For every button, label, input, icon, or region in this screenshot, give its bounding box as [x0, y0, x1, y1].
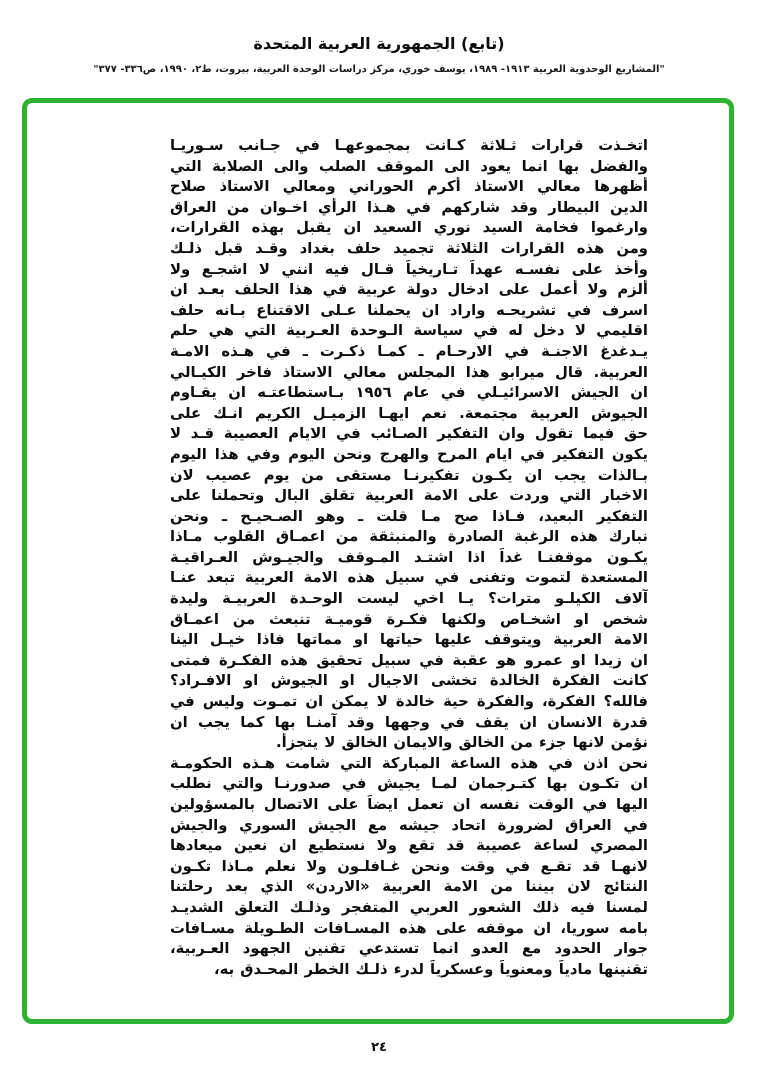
text-line: ان زيدا او عمرو هو عقبة في سبيل تحقيق هذه الفكـرة فمتى	[170, 651, 648, 669]
text-line: بامه سوريا، ان موقفه على هذه المسـافات الطـويلة مسـافات	[170, 919, 648, 937]
text-line: الجيوش العربية مجتمعة. نعم ايهـا الزميـل الكريم انـك على	[170, 404, 648, 422]
page-title: (تابع) الجمهورية العربية المتحدة	[253, 34, 505, 53]
text-line: جوار الحدود مع العدو انما تستدعي تقنين الجهود العـربية،	[170, 940, 648, 958]
text-line: وأخذ على نفسـه عهداً تـاريخياً قـال فيه انني لا اشجـع ولا	[170, 260, 648, 278]
page-number: ٢٤	[371, 1040, 387, 1055]
text-line: فالله؟ الفكرة، والفكرة حية خالدة لا يمكن ان تمـوت وليس في	[170, 693, 648, 711]
text-line: النتائج لان بيننا من الامة العربية «الاردن» الذي بعد رحلتنا	[170, 878, 648, 896]
text-line: يـدغدغ الاجنـة في الارحـام ـ كمـا ذكـرت ـ في هـذه الامـة	[170, 342, 648, 360]
text-line: كانت الفكرة الخالدة تخشى الاجيال او الجيوش او الافـراد؟	[170, 672, 648, 690]
text-line: شخص او اشخـاص ولكنها فكـرة قوميـة تنبعث من اعمـاق	[170, 610, 648, 628]
text-line: يكـون موقفنـا غداً اذا اشتـد المـوقف والجيـوش العـراقيـة	[170, 548, 648, 566]
text-line: الامة العربية ويتوقف عليها حياتها او مماتها فاذا خيـل الينا	[170, 631, 648, 649]
text-line: نحن اذن في هذه الساعة المباركة التي شامت هـذه الحكومـة	[170, 754, 648, 772]
text-line: نبارك هذه الرغبة الصادرة والمنبثقة من اعمـاق القلوب مـاذا	[170, 528, 648, 546]
paragraph-2	[170, 754, 648, 981]
text-line: وارغموا فخامة السيد نوري السعيد ان يقبل بهذه القرارات،	[170, 219, 648, 237]
text-line: اسرف في تشريحـه واراد ان يحملنا عـلى الاقتناع بـانه حلف	[170, 301, 648, 319]
text-line: الاخبار التي وردت على الامة العربية تقلق البال وتحملنا على	[170, 487, 648, 505]
text-line: اتخـذت قرارات ثـلاثة كـانت بمجموعهـا في جـانب سـوريـا	[170, 137, 648, 154]
text-line: ألزم ولا أعمل على ادخال دولة عربية في هذا الحلف بعـد ان	[170, 281, 648, 299]
text-line: الدين البيطار وقد شاركهم في هـذا الرأي اخـوان من العراق	[170, 198, 648, 216]
text-line: في العراق لضرورة اتحاد جيشه مع الجيش السوري والجيش	[170, 816, 648, 834]
text-line: لمسنا فيه ذلك الشعور العربي المتفجر وذلـك التعلق الشديـد	[170, 898, 648, 916]
text-line: يكون التفكير في ايام المرح والهرج ونحن اليوم وفي هذا اليوم	[170, 445, 648, 463]
text-line: ان الجيش الاسرائيـلي في عام ١٩٥٦ بـاستطاعتـه ان يقـاوم	[170, 384, 648, 402]
text-line: آلاف الكيلـو مترات؟ يـا اخي ليست الوحـدة العربيـة وليدة	[170, 590, 648, 608]
text-line: العربية. قال ميرابو هذا المجلس معالي الاستاذ فاخر الكيـالي	[170, 363, 648, 381]
text-line: نؤمن لانها جزء من الخالق والايمان الخالق لا يتجزأ.	[276, 734, 648, 752]
body-text	[170, 136, 648, 980]
text-line: التفكير البعيد، فـاذا صح مـا قلت ـ وهو الصـحيـح ـ ونحن	[170, 507, 648, 525]
text-line: والفضل بها انما يعود الى الموقف الصلب والى الصلابة التي	[170, 157, 648, 175]
text-line: تقنينها مادياً ومعنوياً وعسكرياً لدرء ذلـك الخطر المحـدق به،	[214, 960, 648, 978]
text-line: أظهرها معالي الاستاذ أكرم الحوراني ومعالي الاستاذ صلاح	[170, 178, 648, 196]
text-line: المستعدة لتموت وتفنى في سبيل هذه الامة العربية تبعد عنـا	[170, 569, 648, 587]
text-line: اليها في الوقت نفسه ان تعمل ايضاً على الاتصال بالمسؤولين	[170, 796, 648, 813]
text-line: قدرة الانسان ان يقف في وجهها وقد آمنـا بها كما يجب ان	[170, 713, 648, 731]
text-line: بـالذات يجب ان يكـون تفكيرنـا مستقى من يوم عصيب لان	[170, 466, 648, 484]
text-line: ان تكـون بها كتـرجمان لمـا يجيش في صدورنـا والتي نطلب	[170, 775, 648, 793]
text-line: المصري لساعة عصيبة قد تقع ولا نستطيع ان نعين ميعادها	[170, 837, 648, 855]
text-line: لانهـا قد تقـع في وقت ونحن غـافلـون ولا نعلم مـاذا تكـون	[170, 857, 648, 875]
paragraph-1	[170, 136, 648, 754]
text-line: حق فيما تقول وان التفكير الصـائب في الايام العصيبة قـد لا	[170, 425, 648, 443]
source-citation: "المشاريع الوحدوية العربية ١٩١٣- ١٩٨٩، يوسف خوري، مركز دراسات الوحدة العربية، بيروت، ط٢، ١٩٩٠، ص٣٣٦- ٣٧٧"	[93, 64, 665, 75]
text-line: ومن هذه القرارات الثلاثة تجميد حلف بغداد وقـد قبل ذلـك	[170, 239, 648, 257]
text-line: اقليمي لا دخل له في سياسة الـوحدة العـربية التي هي حلم	[170, 322, 648, 340]
